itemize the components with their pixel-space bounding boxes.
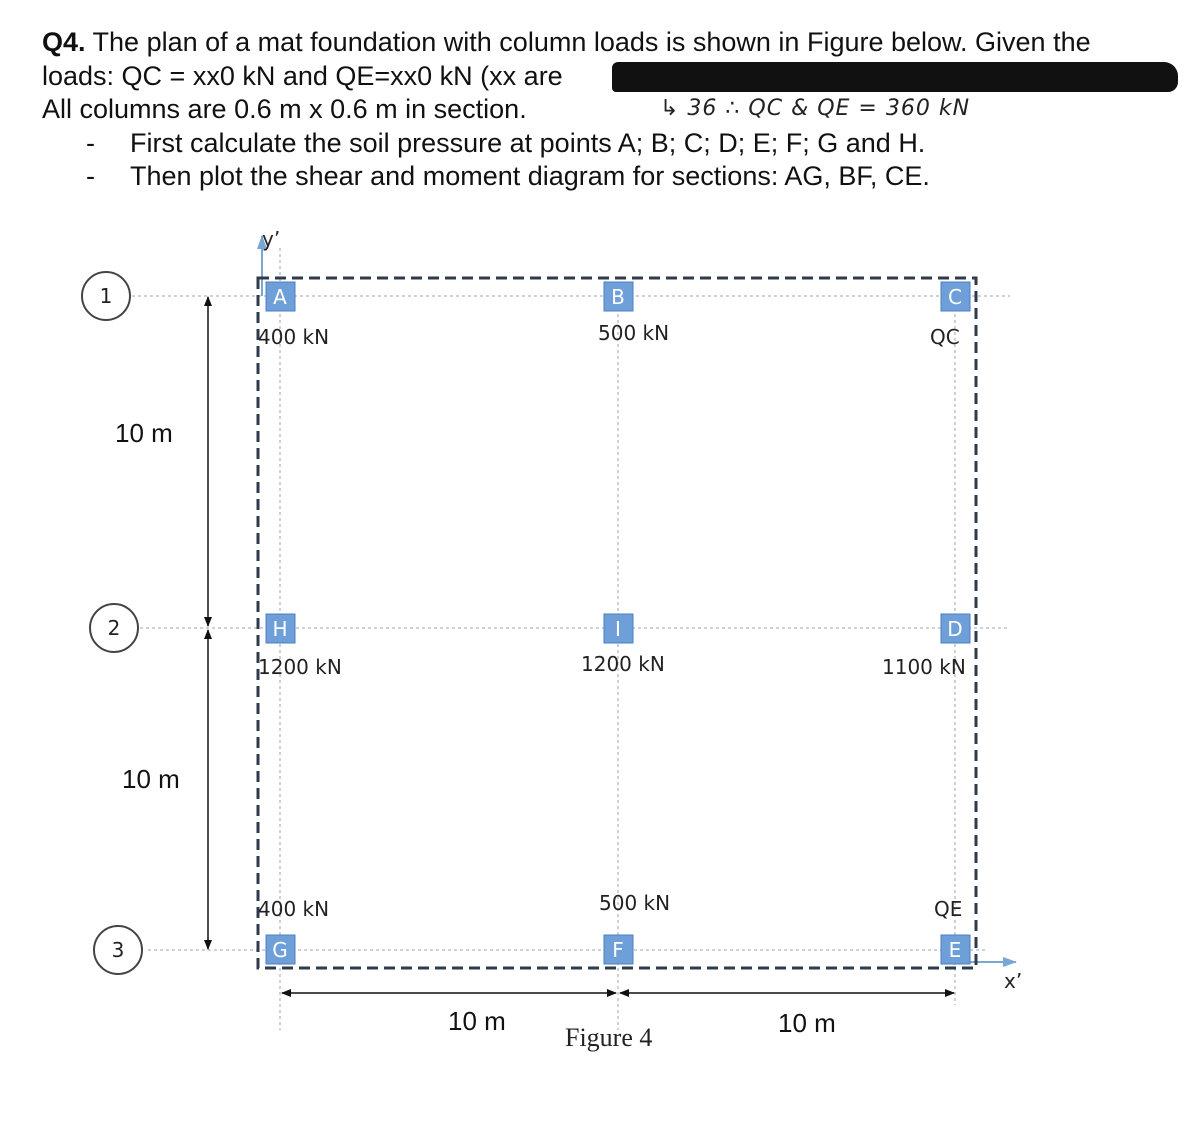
column-E (941, 935, 970, 964)
column-G-label: G (272, 938, 288, 962)
column-C-load: QC (930, 325, 960, 349)
bullet-2-text: Then plot the shear and moment diagram for sections: AG, BF, CE. (130, 161, 930, 191)
column-D-label: D (947, 617, 963, 641)
grid-bubble-3 (94, 926, 142, 974)
column-A (266, 282, 295, 311)
grid-bubble-1 (82, 272, 130, 320)
column-G-load: 400 kN (258, 897, 330, 921)
column-D-load: 1100 kN (882, 655, 966, 679)
bullet-1: - First calculate the soil pressure at points A; B; C; D; E; F; G and H. (42, 127, 1182, 161)
grid-bubble-3-label: 3 (111, 938, 125, 962)
column-H (266, 614, 295, 643)
question-line-1-text: The plan of a mat foundation with column loads is shown in Figure below. Given the (85, 27, 1091, 57)
x-axis-label: x’ (1004, 969, 1023, 993)
column-E-label: E (948, 938, 962, 962)
question-line-2: loads: QC = xx0 kN and QE=xx0 kN (xx are (42, 60, 563, 91)
column-B-label: B (611, 285, 625, 309)
handwritten-note: ↳ 36 ∴ QC & QE = 360 kN (660, 96, 971, 121)
y-axis-label: y’ (262, 227, 281, 251)
column-A-label: A (273, 285, 287, 309)
figure-caption: Figure 4 (565, 1023, 653, 1052)
column-E-load: QE (934, 897, 963, 921)
column-B (604, 282, 633, 311)
question-line-3: All columns are 0.6 m x 0.6 m in section. (42, 94, 527, 124)
column-C (941, 282, 970, 311)
column-I-load: 1200 kN (581, 652, 665, 676)
column-B-load: 500 kN (598, 321, 670, 345)
grid-bubble-2 (90, 604, 138, 652)
column-F-load: 500 kN (599, 891, 671, 915)
column-I-label: I (615, 617, 621, 641)
grid-bubble-2-label: 2 (107, 616, 121, 640)
question-number: Q4. (42, 27, 86, 57)
bullet-1-text: First calculate the soil pressure at points A; B; C; D; E; F; G and H. (130, 127, 926, 158)
dim-horizontal-right-label: 10 m (778, 1008, 836, 1038)
column-A-load: 400 kN (258, 325, 330, 349)
dim-horizontal-left-label: 10 m (448, 1006, 506, 1036)
column-F-label: F (612, 938, 624, 962)
column-I (604, 614, 633, 643)
dim-vertical-upper-label: 10 m (115, 418, 173, 448)
column-H-label: H (272, 617, 288, 641)
column-F (604, 935, 633, 964)
grid-bubble-1-label: 1 (99, 284, 113, 308)
dim-vertical-lower-label: 10 m (122, 764, 180, 794)
column-C-label: C (948, 285, 962, 309)
column-H-load: 1200 kN (258, 655, 342, 679)
bullet-2: - Then plot the shear and moment diagram for sections: AG, BF, CE. (42, 160, 1182, 194)
column-G (266, 935, 295, 964)
column-D (941, 614, 970, 643)
